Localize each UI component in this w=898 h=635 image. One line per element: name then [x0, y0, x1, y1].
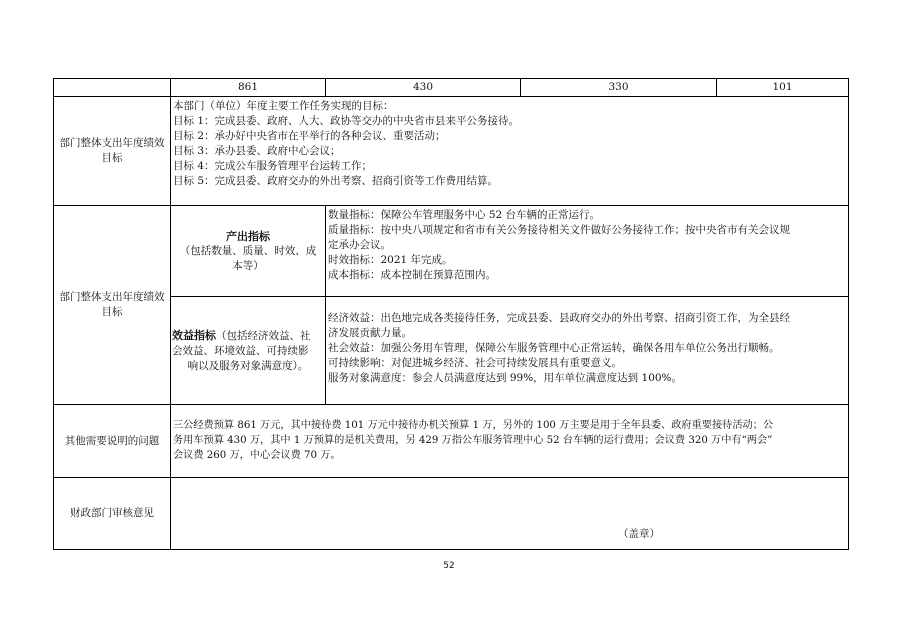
output-line: 数量指标：保障公车管理服务中心 52 台车辆的正常运行。 [328, 209, 601, 221]
benefit-line: 社会效益：加强公务用车管理，保障公车服务管理中心正常运转，确保各用车单位公务出行顺畅。 [328, 342, 780, 354]
column-divider [170, 78, 171, 550]
benefit-indicator-title: 效益指标 [172, 328, 216, 342]
page-number: 52 [443, 561, 455, 571]
budget-value-vehicle: 430 [412, 81, 434, 93]
notes-line: 三公经费预算 861 万元，其中接待费 101 万元中接待办机关预算 1 万，另外的 100 万主要是用于全年县委、政府重要接待活动；公 [173, 420, 774, 431]
benefit-indicator-subtitle: 会效益、环境效益、可持续影 [172, 344, 309, 357]
benefit-line: 济发展贡献力量。 [328, 327, 412, 339]
goal-line: 目标 2：承办好中央省市在平举行的各种会议、重要活动； [173, 130, 446, 142]
benefit-line: 服务对象满意度：参会人员满意度达到 99%，用车单位满意度达到 100%。 [328, 372, 683, 384]
output-indicator-title: 产出指标 [226, 229, 270, 243]
annual-goal-content [173, 99, 847, 204]
output-indicator-label [172, 206, 324, 296]
row-divider [53, 404, 849, 405]
budget-value-total: 861 [237, 81, 259, 93]
benefit-indicator-subtitle: 响以及服务对象满意度）。 [187, 359, 309, 372]
other-notes-content [173, 418, 847, 476]
row-divider [53, 477, 849, 478]
benefit-indicator-subtitle: （包括经济效益、社 [216, 329, 311, 342]
notes-line: 会议费 260 万，中心会议费 70 万。 [173, 450, 341, 461]
benefit-indicator-label [172, 297, 324, 404]
goal-line: 本部门（单位）年度主要工作任务实现的目标： [173, 100, 394, 112]
output-line: 成本指标：成本控制在预算范围内。 [328, 269, 496, 281]
output-line: 定承办会议。 [328, 239, 391, 251]
goal-line: 目标 3：承办县委、政府中心会议； [173, 145, 341, 157]
goal-line: 目标 1：完成县委、政府、人大、政协等交办的中央省市县来平公务接待。 [173, 115, 520, 127]
output-indicator-subtitle: （包括数量、质量、时效、成本等） [179, 244, 317, 272]
benefit-line: 可持续影响：对促进城乡经济、社会可持续发展具有重要意义。 [328, 357, 622, 369]
annual-goal-label: 部门整体支出年度绩效目标 [59, 137, 165, 164]
row-divider [53, 96, 849, 97]
table-left-border [53, 78, 54, 550]
goal-line: 目标 4：完成公车服务管理平台运转工作； [173, 160, 373, 172]
notes-line: 务用车预算 430 万，其中 1 万预算的是机关费用，另 429 万指公车服务管理中心 52 台车辆的运行费用；会议费 320 万中有“两会” [173, 435, 773, 446]
budget-value-meeting: 330 [608, 81, 629, 93]
output-indicator-content [328, 208, 847, 296]
column-divider [325, 205, 326, 405]
performance-label: 部门整体支出年度绩效目标 [59, 291, 165, 318]
finance-review-label: 财政部门审核意见 [70, 507, 154, 519]
benefit-indicator-content [328, 311, 847, 403]
output-line: 时效指标：2021 年完成。 [328, 254, 453, 266]
seal-placeholder: （盖章） [618, 528, 660, 540]
table-bottom-border [53, 549, 849, 550]
goal-line: 目标 5：完成县委、政府交办的外出考察、招商引资等工作费用结算。 [173, 175, 499, 187]
benefit-line: 经济效益：出色地完成各类接待任务，完成县委、县政府交办的外出考察、招商引资工作，为全县经 [328, 312, 790, 324]
output-line: 质量指标：按中央八项规定和省市有关公务接待相关文件做好公务接待工作；按中央省市有关会议规 [328, 224, 790, 236]
table-right-border [848, 78, 849, 550]
other-notes-label: 其他需要说明的问题 [64, 434, 160, 447]
budget-value-reception: 101 [772, 81, 793, 93]
